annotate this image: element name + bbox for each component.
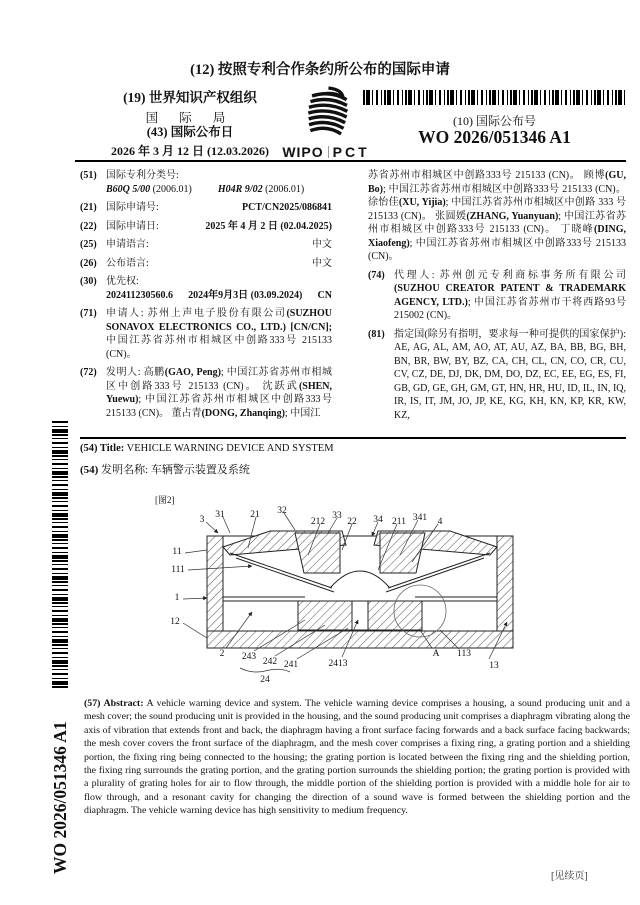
- callout-2413: 2413: [328, 659, 348, 669]
- field-26-publication-language: [80, 257, 332, 271]
- abstract-label: (57) Abstract:: [84, 698, 144, 709]
- title-english-label: (54) Title:: [80, 443, 125, 454]
- figure-drawing: [90, 500, 550, 695]
- field-label: 优先权:: [106, 276, 139, 287]
- title-english-text: VEHICLE WARNING DEVICE AND SYSTEM: [124, 443, 334, 454]
- callout-34: 34: [373, 515, 383, 525]
- field-number: (30): [80, 276, 97, 287]
- priority-date: 2024年9月3日 (03.09.2024): [188, 289, 303, 301]
- field-label: 国际申请号:: [106, 202, 159, 213]
- publication-date: 2026 年 3 月 12 日 (12.03.2026): [111, 144, 269, 158]
- ipc-codes: [106, 183, 332, 197]
- title-chinese-text: 发明名称: 车辆警示装置及系统: [98, 464, 250, 476]
- publication-date-block: [85, 122, 295, 159]
- application-number: PCT/CN2025/086841: [242, 202, 332, 213]
- field-number: (51): [80, 170, 97, 181]
- inventors-text: 发明人: 高鹏(GAO, Peng); 中国江苏省苏州市相城区中创路333号 215133 (CN)。 沈跃武(SHEN, Yuewu); 中国江苏省苏州市相城区中创路333号 215133 (CN)。 董占青(DONG, Zhanqing); 中国江: [106, 367, 333, 419]
- abstract-text: A vehicle warning device and system. The vehicle warning device comprises a housing, a sound producing unit and a mesh cover; the sound producing unit is provided in the housing, and the sound producing unit comprises a diaphragm vibrating along the axis of vibration that extends front and back, the diaphragm having a front surface facing forwards and a back surface facing backwards; the mesh cover covers the front surface of the diaphragm, and the mesh cover comprises a fixing ring, a grating portion and a shielding portion, the fixing ring being connected to the housing; the grating portion is located between the fixing ring and the shielding portion, the fixing ring surrounds the grating portion, and the grating portion surrounds the shielding portion; the grating portion is provided with a plurality of grating holes for air to flow through, the middle portion of the shielding portion is provided with a middle hole for air to flow through, and a resonant cavity for changing the direction of a sound wave is formed between the shielding portion and the diaphragm. The vehicle warning device has high sensitivity to medium frequency.: [84, 698, 630, 817]
- wordmark-divider: [328, 146, 329, 158]
- callout-212: 212: [310, 517, 326, 527]
- publication-barcode: [363, 90, 626, 105]
- callout-33: 33: [332, 511, 342, 521]
- field-21-application-number: [80, 201, 332, 215]
- title-chinese-number: (54): [80, 464, 99, 476]
- continued-page-note: [见续页]: [551, 871, 588, 882]
- inventors-continuation-text: 苏省苏州市相城区中创路333号 215133 (CN)。 顾博(GU, Bo); 中国江苏省苏州市相城区中创路333号 215133 (CN)。 徐怡佳(XU, Yijia); 中国江苏省苏州市相城区中创路 333 号 215133 (CN)。 张圆媛(ZHANG, Yuanyuan); 中国江苏省苏州市相城区中创路333号 215133 (CN)。 丁晓峰(DING, Xiaofeng); 中国江苏省苏州市相城区中创路333号 215133 (CN)。: [368, 170, 626, 262]
- wipo-org-block: [95, 86, 285, 126]
- abstract: [84, 697, 630, 818]
- callout-241: 241: [283, 660, 299, 670]
- field-label: 公布语言:: [106, 257, 149, 269]
- field-label: 国际专利分类号:: [106, 170, 179, 181]
- callout-1: 1: [174, 593, 180, 603]
- field-number: (26): [80, 257, 97, 269]
- international-bureau-label: 国 际 局: [145, 111, 235, 125]
- priority-data: [106, 289, 332, 303]
- field-74-agent: [368, 269, 626, 323]
- sidebar-publication-number: WO 2026/051346 A1: [50, 721, 70, 874]
- field-label: 申请语言:: [106, 239, 149, 250]
- ipc-code: B60Q 5/00 (2006.01): [106, 183, 192, 195]
- callout-113: 113: [457, 649, 471, 659]
- filing-date: 2025 年 4 月 2 日 (02.04.2025): [205, 220, 332, 232]
- pct-wordmark: PCT: [332, 144, 370, 160]
- applicant-text: 申请人: 苏州上声电子股份有限公司(SUZHOU SONAVOX ELECTRONICS CO., LTD.) [CN/CN]; 中国江苏省苏州市相城区中创路333号 215133 (CN)。: [106, 308, 332, 360]
- header-divider: [75, 160, 626, 162]
- callout-24: 24: [260, 675, 270, 685]
- publication-language: 中文: [312, 257, 332, 269]
- callout-242: 242: [262, 657, 278, 667]
- callout-211: 211: [392, 517, 406, 527]
- callout-22: 22: [347, 517, 357, 527]
- wipo-org-name: (19) 世界知识产权组织: [123, 90, 257, 105]
- field-30-priority: [80, 275, 332, 302]
- field-81-designated-states: [368, 328, 626, 423]
- field-number: (25): [80, 239, 97, 250]
- field-25-filing-language: [80, 238, 332, 252]
- wipo-wordmark: WIPO: [282, 144, 324, 160]
- callout-31: 31: [215, 510, 225, 520]
- priority-country: CN: [317, 289, 332, 301]
- field-number: (71): [80, 308, 97, 319]
- biblio-column-right: [368, 169, 626, 427]
- field-51-ipc: [80, 169, 332, 196]
- inventors-continuation: [368, 169, 626, 264]
- publication-number: WO 2026/051346 A1: [418, 127, 571, 147]
- callout-32: 32: [277, 506, 287, 516]
- field-number: (72): [80, 367, 97, 378]
- title-english: [80, 443, 626, 454]
- field-label: 国际申请日:: [106, 220, 159, 232]
- field-number: (74): [368, 269, 385, 281]
- publication-date-label: (43) 国际公布日: [146, 125, 234, 139]
- sidebar-barcode: [52, 420, 68, 688]
- figure-caption: [图2]: [155, 495, 175, 505]
- callout-A: A: [432, 649, 440, 659]
- agent-text: 代理人: 苏州创元专利商标事务所有限公司 (SUZHOU CREATOR PATENT & TRADEMARK AGENCY, LTD.); 中国江苏省苏州市干将西路93号 215002 (CN)。: [394, 269, 626, 321]
- field-number: (81): [368, 328, 385, 340]
- speaker-cross-section: [207, 531, 513, 648]
- callout-12: 12: [170, 617, 180, 627]
- wipo-logo-icon: [297, 125, 355, 142]
- document-kind-line: (12) 按照专利合作条约所公布的国际申请: [190, 62, 450, 78]
- field-22-filing-date: [80, 220, 332, 234]
- designated-states-codes: AE, AG, AL, AM, AO, AT, AU, AZ, BA, BB, BG, BH, BN, BR, BW, BY, BZ, CA, CH, CL, CN, CO, CR, CU, CV, CZ, DE, DJ, DK, DM, DO, DZ, EC, EE, EG, ES, FI, GB, GD, GE, GH, GM, GT, HN, HR, HU, ID, IL, IN, IQ, IR, IS, IT, JM, JO, JP, KE, KG, KH, KN, KP, KR, KW, KZ,: [394, 342, 626, 421]
- designated-states-label: 指定国(除另有指明，要求每一种可提供的国家保护):: [394, 328, 626, 340]
- title-divider: [80, 437, 626, 439]
- callout-2: 2: [219, 649, 225, 659]
- callout-111: 111: [171, 565, 185, 575]
- filing-language: 中文: [312, 239, 332, 250]
- field-number: (21): [80, 202, 97, 213]
- field-number: (22): [80, 220, 97, 232]
- publication-number-label: (10) 国际公布号: [453, 114, 536, 128]
- priority-number: 202411230560.6: [106, 289, 173, 301]
- callout-4: 4: [437, 517, 443, 527]
- field-71-applicant: [80, 307, 332, 361]
- callout-13: 13: [489, 661, 499, 671]
- patent-figure: [90, 500, 550, 695]
- callout-341: 341: [412, 513, 428, 523]
- field-72-inventors: [80, 366, 332, 420]
- callout-243: 243: [241, 652, 257, 662]
- title-chinese: [80, 461, 626, 477]
- callout-3: 3: [199, 515, 205, 525]
- ipc-code: H04R 9/02 (2006.01): [217, 183, 305, 195]
- callout-21: 21: [250, 510, 260, 520]
- biblio-column-left: [80, 169, 332, 425]
- callout-11: 11: [172, 547, 182, 557]
